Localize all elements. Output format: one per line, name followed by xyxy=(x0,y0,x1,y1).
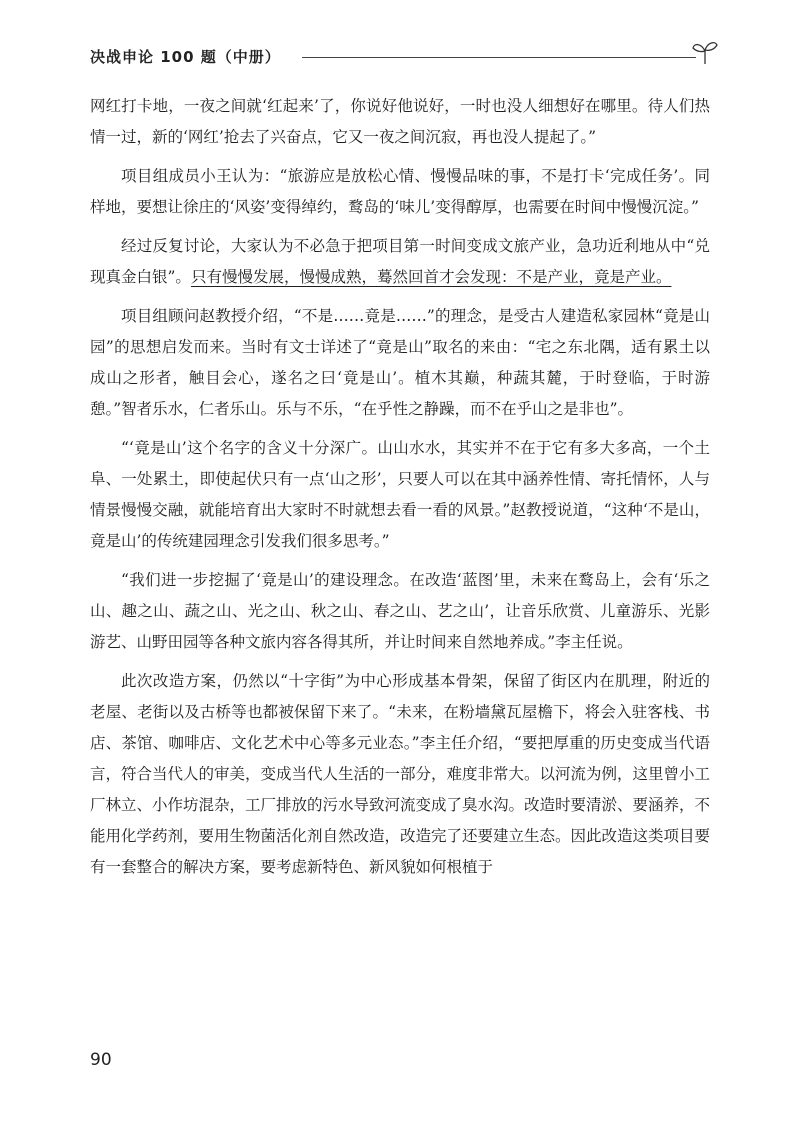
paragraph: “‘竟是山’这个名字的含义十分深广。山山水水，其实并不在于它有多大多高，一个土阜、一处累土，即使起伏只有一点‘山之形’，只要人可以在其中涵养性情、寄托情怀，人与情景慢慢交融，就能培育出大家时不时就想去看一看的风景。”赵教授说道，“这种‘不是山，竟是山’的传统建园理念引发我们很多思考。” xyxy=(90,439,710,550)
paragraph: 网红打卡地，一夜之间就‘红起来’了，你说好他说好，一时也没人细想好在哪里。待人们热情一过，新的‘网红’抢去了兴奋点，它又一夜之间沉寂，再也没人提起了。” xyxy=(90,97,710,146)
page-number: 90 xyxy=(90,1050,112,1070)
paragraph: 项目组成员小王认为：“旅游应是放松心情、慢慢品味的事，不是打卡‘完成任务’。同样地，要想让徐庄的‘风姿’变得绰约，鹜岛的‘味儿’变得醇厚，也需要在时间中慢慢沉淀。” xyxy=(90,167,710,216)
paragraph: “我们进一步挖掘了‘竟是山’的建设理念。在改造‘蓝图’里，未来在鹜岛上，会有‘乐之山、趣之山、蔬之山、光之山、秋之山、春之山、艺之山’，让音乐欣赏、儿童游乐、光影游艺、山野田园等各种文旅内容各得其所，并让时间来自然地养成。”李主任说。 xyxy=(90,571,710,651)
underlined-sentence: 只有慢慢发展，慢慢成熟，蓦然回首才会发现：不是产业，竟是产业。 xyxy=(190,268,672,286)
header-rule xyxy=(302,57,696,58)
paragraph xyxy=(90,231,710,293)
running-header xyxy=(90,44,720,72)
paragraph: 此次改造方案，仍然以“十字街”为中心形成基本骨架，保留了街区内在肌理，附近的老屋、老街以及古桥等也都被保留下来了。“未来，在粉墙黛瓦屋檐下，将会入驻客栈、书店、茶馆、咖啡店、文化艺术中心等多元业态。”李主任介绍，“要把厚重的历史变成当代语言，符合当代人的审美，变成当代人生活的一部分，难度非常大。以河流为例，这里曾小工厂林立、小作坊混杂，工厂排放的污水导致河流变成了臭水沟。改造时要清淤、要涵养，不能用化学药剂，要用生物菌活化剂自然改造，改造完了还要建立生态。因此改造这类项目要有一套整合的解决方案，要考虑新特色、新风貌如何根植于 xyxy=(90,672,711,876)
article-body xyxy=(90,91,710,891)
paragraph-text: 经过反复讨论，大家认为不必急于把项目第一时间变成文旅产业，急功近利地从中“兑现真金白银”。 xyxy=(90,237,710,286)
sprout-icon xyxy=(690,36,720,66)
book-title: 决战申论 100 题（中册） xyxy=(90,48,281,66)
paragraph: 项目组顾问赵教授介绍，“不是……竟是……”的理念，是受古人建造私家园林“竟是山园”的思想启发而来。当时有文士详述了“竟是山”取名的来由：“宅之东北隅，适有累土以成山之形者，触目会心，遂名之曰‘竟是山’。植木其巅，种蔬其麓，于时登临，于时游憩。”智者乐水，仁者乐山。乐与不乐，“在乎性之静躁，而不在乎山之是非也”。 xyxy=(90,307,710,418)
